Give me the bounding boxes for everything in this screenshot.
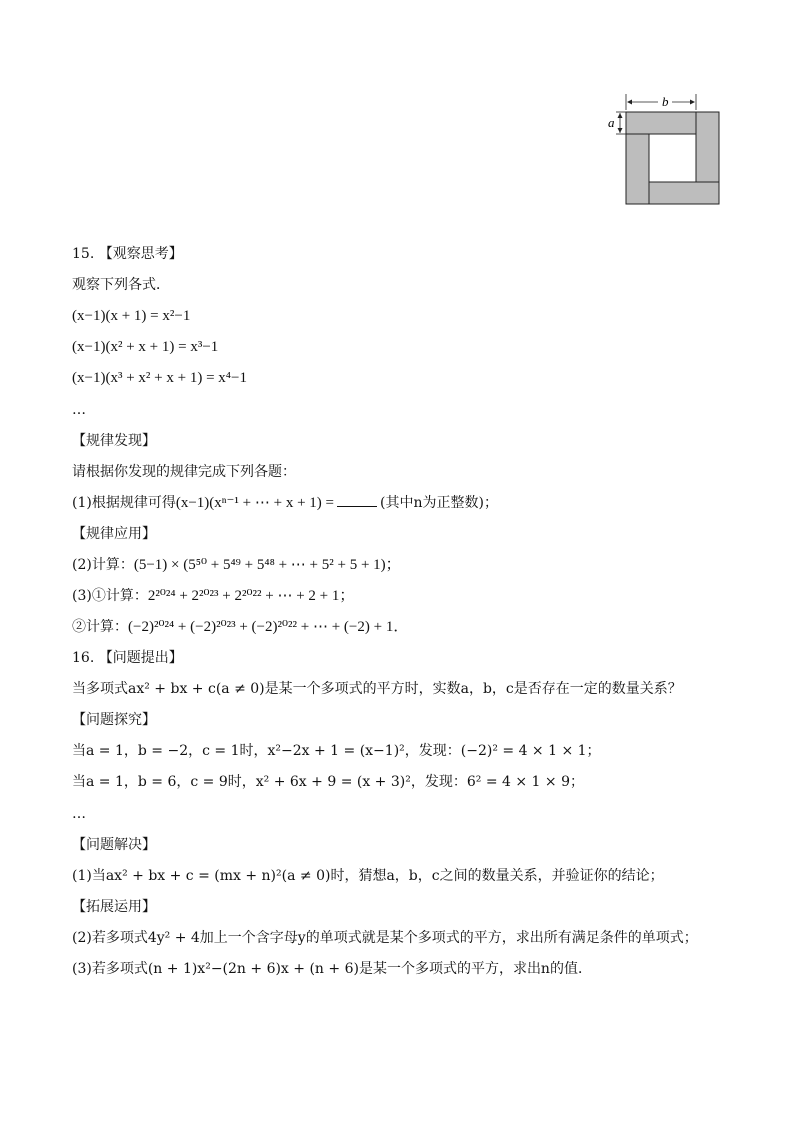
q15-part3b-prefix: ②计算： (72, 619, 128, 635)
q15-part3a-expr: 2²⁰²⁴ + 2²⁰²³ + 2²⁰²² + ⋯ + 2 + 1； (147, 588, 355, 604)
q16-part1: (1)当ax² + bx + c = (mx + n)²(a ≠ 0)时，猜想a，b，c之间的数量关系，并验证你的结论； (72, 868, 664, 884)
q15-part3b-expr: (−2)²⁰²⁴ + (−2)²⁰²³ + (−2)²⁰²² + ⋯ + (−2) + 1． (128, 619, 409, 635)
q16-title: 16. 【问题提出】 (72, 650, 183, 666)
square-frame-figure (604, 92, 724, 208)
q15-heading-apply: 【规律应用】 (72, 526, 156, 542)
q16-example2: 当a = 1，b = 6，c = 9时，x² + 6x + 9 = (x + 3)²，发现：6² = 4 × 1 × 9； (72, 774, 584, 790)
q15-eq3: (x−1)(x³ + x² + x + 1) = x⁴−1 (72, 370, 247, 386)
q15-part2-prefix: (2)计算： (72, 557, 134, 573)
q16-part2: (2)若多项式4y² + 4加上一个含字母y的单项式就是某个多项式的平方，求出所有满足条件的单项式； (72, 930, 698, 946)
q15-heading-discover: 【规律发现】 (72, 433, 156, 449)
q15-part1-suffix: (其中n为正整数)； (380, 495, 498, 511)
q15-prompt: 请根据你发现的规律完成下列各题： (72, 464, 296, 480)
q15-title: 15. 【观察思考】 (72, 246, 183, 262)
q16-intro: 当多项式ax² + bx + c(a ≠ 0)是某一个多项式的平方时，实数a，b，c是否存在一定的数量关系？ (72, 681, 682, 697)
q15-part3b (72, 617, 408, 637)
q15-part3a (72, 586, 354, 606)
q16-part3: (3)若多项式(n + 1)x²−(2n + 6)x + (n + 6)是某一个多项式的平方，求出n的值． (72, 961, 592, 977)
q15-ellipsis: … (72, 402, 86, 418)
answer-blank[interactable] (337, 494, 377, 507)
q15-intro: 观察下列各式． (72, 277, 170, 293)
q15-part1-expr: (x−1)(xⁿ⁻¹ + ⋯ + x + 1) = (175, 495, 335, 511)
q15-part2-expr: (5−1) × (5⁵⁰ + 5⁴⁹ + 5⁴⁸ + ⋯ + 5² + 5 + 1)； (133, 557, 401, 573)
q15-part1 (72, 493, 498, 513)
label-a: a (608, 115, 615, 130)
q15-eq1: (x−1)(x + 1) = x²−1 (72, 308, 191, 324)
q16-ellipsis: … (72, 806, 86, 822)
q15-part3a-prefix: (3)①计算： (72, 588, 148, 604)
q15-part1-prefix: (1)根据规律可得 (72, 495, 176, 511)
q16-heading-extend: 【拓展运用】 (72, 899, 156, 915)
q16-heading-solve: 【问题解决】 (72, 837, 156, 853)
q15-eq2: (x−1)(x² + x + 1) = x³−1 (72, 339, 219, 355)
q16-example1: 当a = 1，b = −2，c = 1时，x²−2x + 1 = (x−1)²，发现：(−2)² = 4 × 1 × 1； (72, 743, 601, 759)
q16-heading-explore: 【问题探究】 (72, 712, 156, 728)
label-b: b (662, 94, 669, 109)
q15-part2 (72, 555, 401, 575)
